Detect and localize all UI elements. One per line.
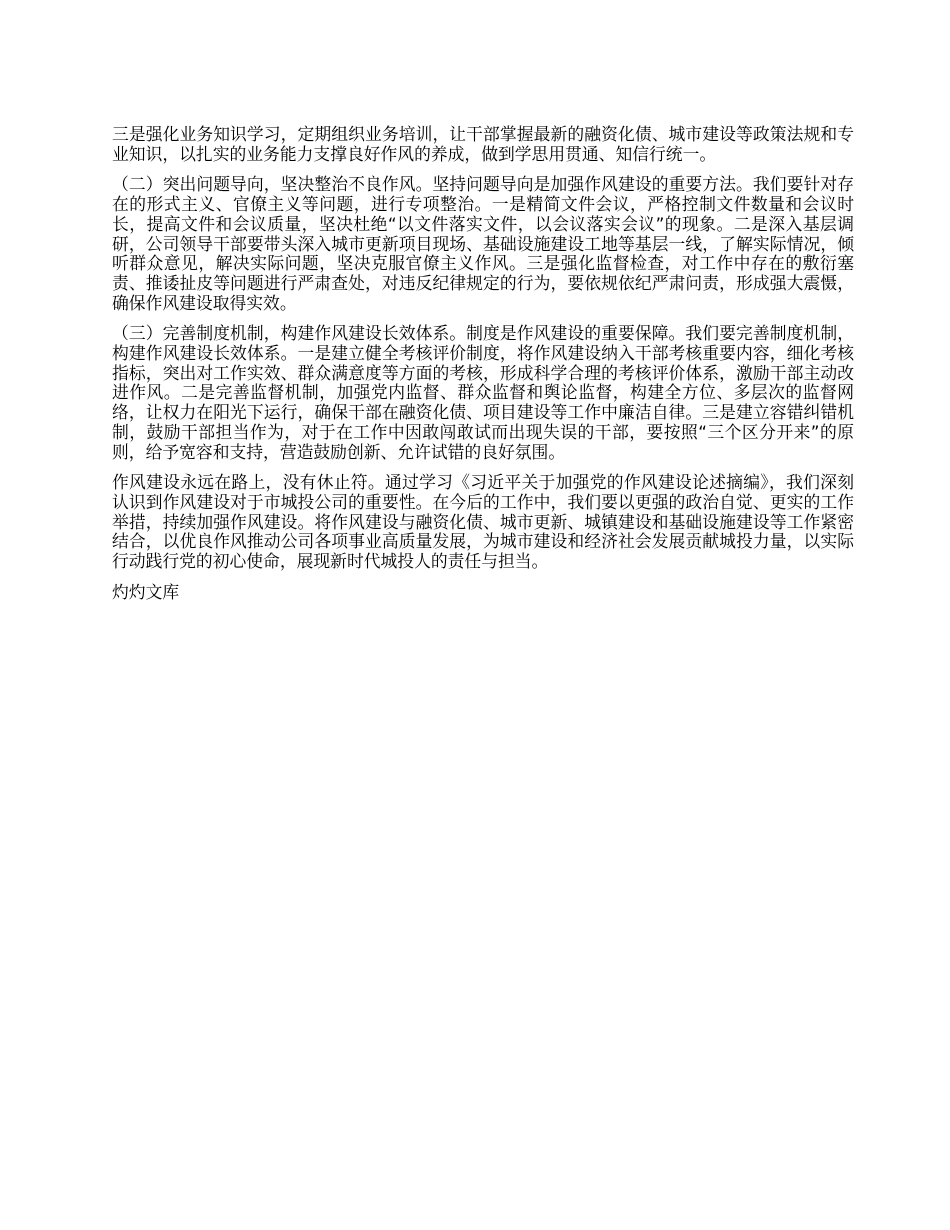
document-page: [112, 125, 854, 602]
paragraph-conclusion: 作风建设永远在路上，没有休止符。通过学习《习近平关于加强党的作风建设论述摘编》，我们深刻认识到作风建设对于市城投公司的重要性。在今后的工作中，我们要以更强的政治自觉、更实的工作举措，持续加强作风建设。将作风建设与融资化债、城市更新、城镇建设和基础设施建设等工作紧密结合，以优良作风推动公司各项事业高质量发展，为城市建设和经济社会发展贡献城投力量，以实际行动践行党的初心使命，展现新时代城投人的责任与担当。: [112, 472, 854, 572]
paragraph-institutional-mechanism: （三）完善制度机制，构建作风建设长效体系。制度是作风建设的重要保障。我们要完善制度机制，构建作风建设长效体系。一是建立健全考核评价制度，将作风建设纳入干部考核重要内容，细化考核指标，突出对工作实效、群众满意度等方面的考核，形成科学合理的考核评价体系，激励干部主动改进作风。二是完善监督机制，加强党内监督、群众监督和舆论监督，构建全方位、多层次的监督网络，让权力在阳光下运行，确保干部在融资化债、项目建设等工作中廉洁自律。三是建立容错纠错机制，鼓励干部担当作为，对于在工作中因敢闯敢试而出现失误的干部，要按照“三个区分开来”的原则，给予宽容和支持，营造鼓励创新、允许试错的良好氛围。: [112, 323, 854, 462]
paragraph-business-knowledge: 三是强化业务知识学习，定期组织业务培训，让干部掌握最新的融资化债、城市建设等政策法规和专业知识，以扎实的业务能力支撑良好作风的养成，做到学思用贯通、知信行统一。: [112, 124, 854, 164]
footer-brand: 灼灼文库: [112, 581, 180, 602]
paragraph-problem-oriented: （二）突出问题导向，坚决整治不良作风。坚持问题导向是加强作风建设的重要方法。我们要针对存在的形式主义、官僚主义等问题，进行专项整治。一是精简文件会议，严格控制文件数量和会议时长，提高文件和会议质量，坚决杜绝“以文件落实文件，以会议落实会议”的现象。二是深入基层调研，公司领导干部要带头深入城市更新项目现场、基础设施建设工地等基层一线，了解实际情况，倾听群众意见，解决实际问题，坚决克服官僚主义作风。三是强化监督检查，对工作中存在的敷衍塞责、推诿扯皮等问题进行严肃查处，对违反纪律规定的行为，要依规依纪严肃问责，形成强大震慑，确保作风建设取得实效。: [112, 174, 854, 313]
